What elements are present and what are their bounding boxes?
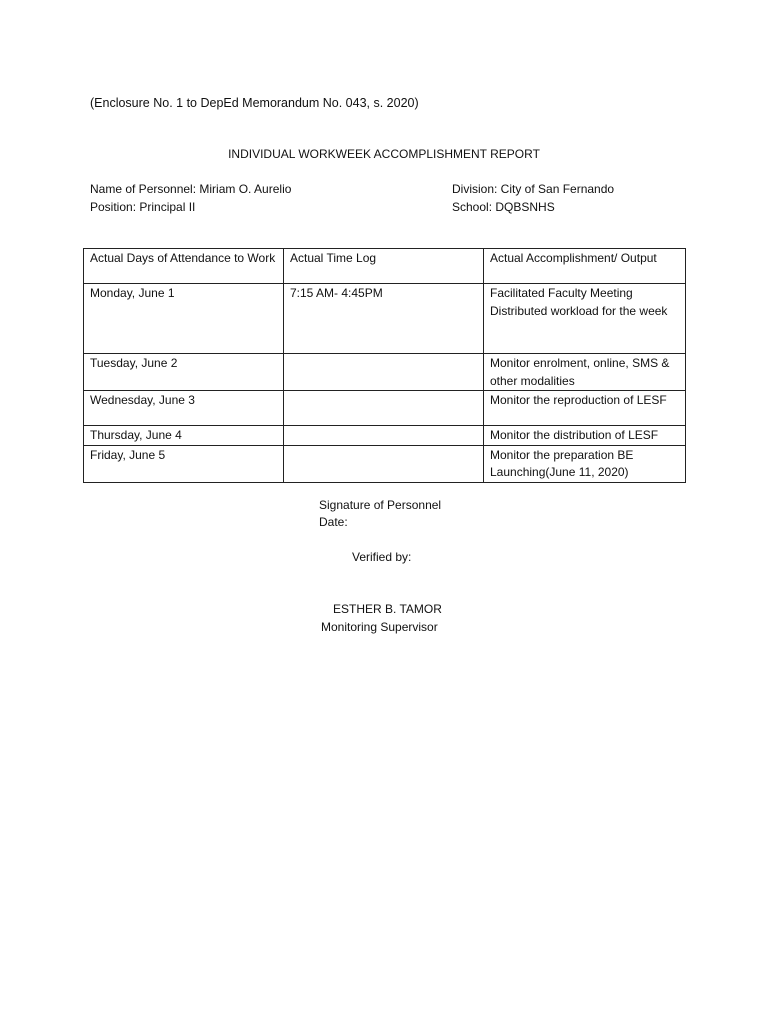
date-label: Date: bbox=[319, 515, 348, 529]
accomplishment-cell: Monitor the distribution of LESF bbox=[484, 426, 686, 446]
personnel-name: Name of Personnel: Miriam O. Aurelio bbox=[90, 182, 292, 196]
table-row bbox=[84, 354, 686, 391]
table-row bbox=[84, 426, 686, 446]
accomplishment-cell: Facilitated Faculty Meeting Distributed workload for the week bbox=[484, 284, 686, 354]
day-cell: Tuesday, June 2 bbox=[84, 354, 284, 391]
enclosure-note: (Enclosure No. 1 to DepEd Memorandum No. 043, s. 2020) bbox=[90, 96, 419, 110]
day-cell: Thursday, June 4 bbox=[84, 426, 284, 446]
header-time-log: Actual Time Log bbox=[284, 249, 484, 284]
accomplishment-cell: Monitor the reproduction of LESF bbox=[484, 391, 686, 426]
time-log-cell bbox=[284, 426, 484, 446]
verified-by-label: Verified by: bbox=[352, 550, 412, 564]
time-log-cell bbox=[284, 445, 484, 482]
verifier-name: ESTHER B. TAMOR bbox=[333, 602, 442, 616]
table-header-row bbox=[84, 249, 686, 284]
day-cell: Friday, June 5 bbox=[84, 445, 284, 482]
verifier-role: Monitoring Supervisor bbox=[321, 620, 438, 634]
table-row bbox=[84, 284, 686, 354]
header-days: Actual Days of Attendance to Work bbox=[84, 249, 284, 284]
report-title: INDIVIDUAL WORKWEEK ACCOMPLISHMENT REPORT bbox=[228, 147, 540, 161]
signature-label: Signature of Personnel bbox=[319, 498, 442, 512]
time-log-cell bbox=[284, 354, 484, 391]
day-cell: Monday, June 1 bbox=[84, 284, 284, 354]
personnel-position: Position: Principal II bbox=[90, 200, 196, 214]
time-log-cell: 7:15 AM- 4:45PM bbox=[284, 284, 484, 354]
division: Division: City of San Fernando bbox=[452, 182, 615, 196]
accomplishment-cell: Monitor the preparation BE Launching(June 11, 2020) bbox=[484, 445, 686, 482]
accomplishment-cell: Monitor enrolment, online, SMS & other modalities bbox=[484, 354, 686, 391]
table-row bbox=[84, 445, 686, 482]
time-log-cell bbox=[284, 391, 484, 426]
school: School: DQBSNHS bbox=[452, 200, 555, 214]
header-accomplishment: Actual Accomplishment/ Output bbox=[484, 249, 686, 284]
accomplishment-table bbox=[83, 248, 686, 483]
table-row bbox=[84, 391, 686, 426]
day-cell: Wednesday, June 3 bbox=[84, 391, 284, 426]
